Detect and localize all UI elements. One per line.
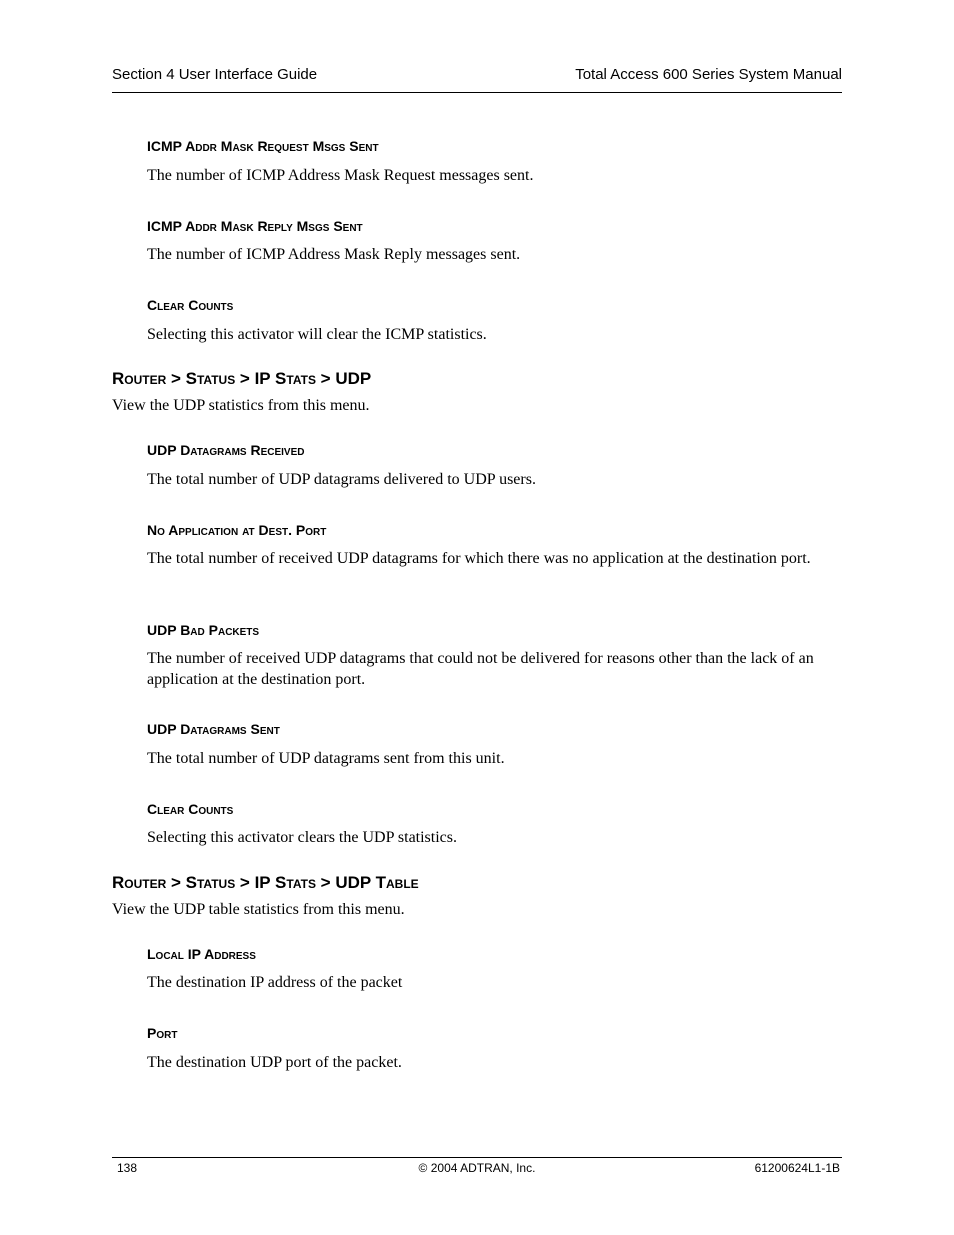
document-number: 61200624L1-1B — [754, 1161, 840, 1175]
port-heading: Port — [147, 1025, 178, 1041]
udp-bad-packets-heading: UDP Bad Packets — [147, 622, 260, 638]
icmp-addr-mask-reply-text: The number of ICMP Address Mask Reply messages sent. — [147, 246, 521, 263]
copyright: © 2004 ADTRAN, Inc. — [418, 1161, 536, 1175]
icmp-addr-mask-request-text: The number of ICMP Address Mask Request messages sent. — [147, 167, 534, 184]
icmp-clear-counts-heading: Clear Counts — [147, 297, 234, 313]
udp-datagrams-sent-text: The total number of UDP datagrams sent from this unit. — [147, 750, 505, 767]
udp-menu-intro: View the UDP statistics from this menu. — [112, 397, 370, 414]
udp-datagrams-received-text: The total number of UDP datagrams delivered to UDP users. — [147, 471, 536, 488]
icmp-clear-counts-text: Selecting this activator will clear the ICMP statistics. — [147, 326, 487, 343]
port-text: The destination UDP port of the packet. — [147, 1054, 402, 1071]
header-section-title: Section 4 User Interface Guide — [112, 66, 318, 83]
icmp-addr-mask-reply-heading: ICMP Addr Mask Reply Msgs Sent — [147, 218, 363, 234]
udp-clear-counts-heading: Clear Counts — [147, 801, 234, 817]
page-number: 138 — [117, 1161, 138, 1175]
udp-table-menu-heading: Router > Status > IP Stats > UDP Table — [112, 873, 419, 892]
udp-table-menu-intro: View the UDP table statistics from this menu. — [112, 901, 405, 918]
page-header — [112, 64, 842, 93]
local-ip-address-text: The destination IP address of the packet — [147, 974, 403, 991]
no-application-text: The total number of received UDP datagrams for which there was no application at the destination port. — [147, 550, 811, 567]
local-ip-address-heading: Local IP Address — [147, 946, 256, 962]
udp-clear-counts-text: Selecting this activator clears the UDP statistics. — [147, 829, 457, 846]
udp-datagrams-received-heading: UDP Datagrams Received — [147, 442, 305, 458]
udp-bad-packets-text: The number of received UDP datagrams that could not be delivered for reasons other than the lack of an application at the destination port. — [147, 650, 814, 688]
udp-datagrams-sent-heading: UDP Datagrams Sent — [147, 721, 280, 737]
icmp-addr-mask-request-heading: ICMP Addr Mask Request Msgs Sent — [147, 138, 379, 154]
header-manual-title: Total Access 600 Series System Manual — [575, 66, 842, 83]
udp-menu-heading: Router > Status > IP Stats > UDP — [112, 369, 372, 388]
page-footer — [112, 1157, 842, 1180]
no-application-heading: No Application at Dest. Port — [147, 522, 327, 538]
